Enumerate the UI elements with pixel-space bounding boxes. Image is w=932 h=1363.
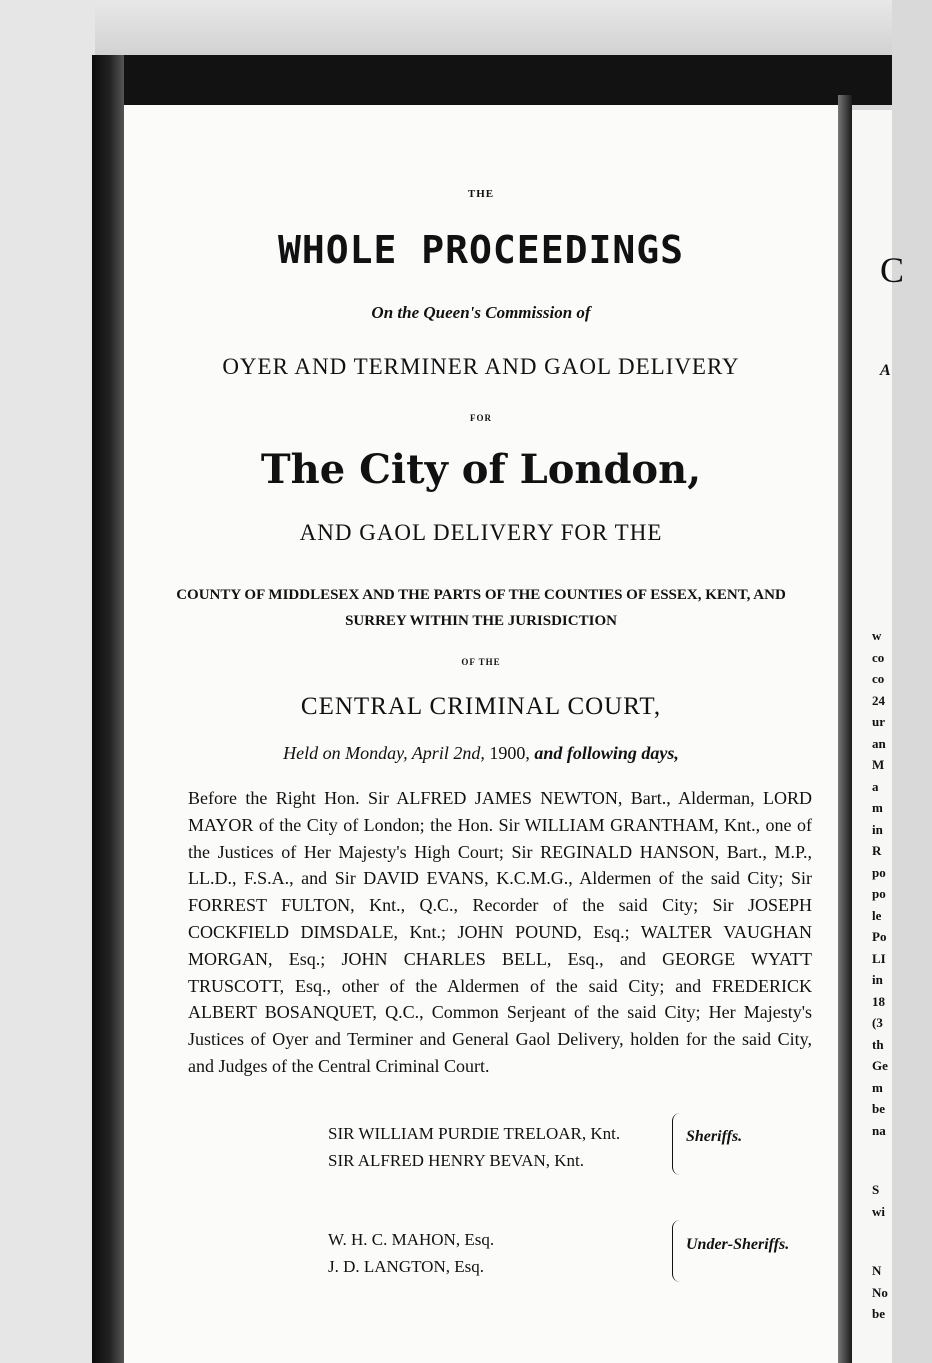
heading-the: THE (467, 188, 495, 200)
facing-page-fragments (872, 625, 932, 1325)
sheriff-name: SIR ALFRED HENRY BEVAN, Knt. (328, 1151, 584, 1170)
page-gutter (838, 95, 852, 1363)
under-sheriffs-brace (672, 1220, 681, 1282)
held-date-line (124, 743, 838, 764)
for-line: FOR (470, 413, 492, 423)
facing-page-fragment: in (872, 821, 883, 837)
court-members-paragraph: Before the Right Hon. Sir ALFRED JAMES NEWTON, Bart., Alderman, LORD MAYOR of the City of London; the Hon. Sir WILLIAM GRANTHAM, Knt., one of the Justices of Her Majesty's High Court; Sir REGINALD HANSON, Bart., M.P., LL.D., F.S.A., and Sir DAVID EVANS, K.C.M.G., Aldermen of the said City; Sir FORREST FULTON, Knt., Q.C., Recorder of the said City; Sir JOSEPH COCKFIELD DIMSDALE, Knt.; JOHN POUND, Esq.; WALTER VAUGHAN MORGAN, Esq.; JOHN CHARLES BELL, Esq., and GEORGE WYATT TRUSCOTT, Esq., other of the Aldermen of the said City; and FREDERICK ALBERT BOSANQUET, Q.C., Common Serjeant of the said City; Her Majesty's Justices of Oyer and Terminer and General Gaol Delivery, holden for the said City, and Judges of the Central Criminal Court. (188, 788, 812, 1076)
page-title: WHOLE PROCEEDINGS (278, 228, 684, 272)
facing-page-fragment: 18 (872, 993, 885, 1009)
scan-backdrop (95, 0, 892, 62)
facing-page-fragment: po (872, 886, 886, 901)
facing-page-letter: A (880, 362, 891, 379)
facing-page-fragment: R (872, 843, 882, 858)
facing-page-fragment: be (872, 1101, 885, 1116)
facing-page-fragment: wi (872, 1203, 885, 1219)
held-day: Monday, (345, 743, 408, 763)
facing-page-fragment: co (872, 671, 885, 686)
facing-page-fragment: na (872, 1122, 886, 1138)
held-prefix: Held on (283, 743, 341, 763)
facing-page-fragment: Po (872, 929, 887, 944)
facing-page-fragment: le (872, 907, 882, 923)
facing-page-fragment: w (872, 628, 882, 643)
book-spine (92, 55, 124, 1363)
facing-page-fragment: an (872, 735, 886, 751)
facing-page-initial: C (880, 250, 905, 290)
facing-page-fragment: in (872, 972, 883, 987)
facing-page-fragment: N (872, 1263, 882, 1278)
facing-page-fragment: No (872, 1284, 888, 1300)
under-sheriff-name: W. H. C. MAHON, Esq. (328, 1230, 495, 1249)
sheriffs-brace (672, 1113, 681, 1175)
title-page (124, 105, 838, 1363)
gaol-delivery-line: AND GAOL DELIVERY FOR THE (299, 520, 663, 545)
facing-page-fragment: a (872, 778, 879, 794)
facing-page-edge (852, 110, 905, 1363)
facing-page-fragment (872, 1222, 932, 1260)
under-sheriffs-list (328, 1226, 494, 1280)
book-binding-top (92, 55, 892, 105)
under-sheriff-name: J. D. LANGTON, Esq. (328, 1257, 484, 1276)
court-name: CENTRAL CRIMINAL COURT, (300, 693, 662, 720)
under-sheriffs-label: Under-Sheriffs. (686, 1236, 790, 1253)
facing-page-fragment (872, 1141, 932, 1179)
facing-page-fragment: th (872, 1036, 884, 1052)
held-year: 1900, (489, 743, 530, 763)
oyer-line: OYER AND TERMINER AND GAOL DELIVERY (222, 354, 740, 379)
facing-page-fragment: m (872, 800, 883, 815)
facing-page-fragment: M (872, 757, 885, 772)
facing-page-fragment: 24 (872, 692, 885, 708)
sheriffs-list (328, 1120, 620, 1174)
facing-page-fragment: co (872, 649, 885, 665)
sheriff-name: SIR WILLIAM PURDIE TRELOAR, Knt. (328, 1124, 621, 1143)
facing-page-fragment: LI (872, 950, 886, 966)
held-suffix: and following days, (534, 743, 679, 763)
facing-page-fragment: po (872, 864, 886, 880)
facing-page-fragment: S (872, 1182, 880, 1197)
facing-page-fragment: Ge (872, 1058, 888, 1073)
facing-page-fragment: be (872, 1306, 885, 1321)
county-jurisdiction: COUNTY OF MIDDLESEX AND THE PARTS OF THE COUNTIES OF ESSEX, KENT, AND SURREY WITHIN THE JURISDICTION (176, 587, 786, 629)
sheriffs-label: Sheriffs. (686, 1128, 743, 1145)
commission-line: On the Queen's Commission of (371, 303, 591, 322)
of-the-line: OF THE (461, 657, 501, 667)
facing-page-fragment: ur (872, 714, 885, 729)
facing-page-fragment: m (872, 1079, 883, 1095)
facing-page-fragment: (3 (872, 1015, 883, 1030)
city-of-london: The City of London, (260, 446, 702, 493)
left-margin (0, 0, 95, 1363)
held-date: April 2nd, (411, 743, 485, 763)
